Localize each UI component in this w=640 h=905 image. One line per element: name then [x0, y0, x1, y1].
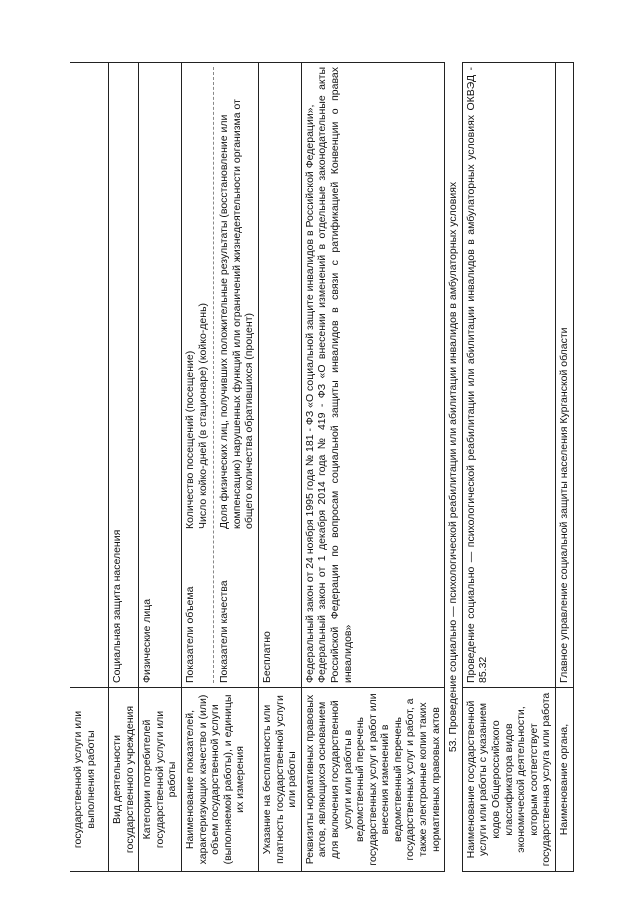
- services-table: [70, 62, 445, 872]
- row-label: Указание на бесплатность или платность государственной услуги или работы: [258, 688, 301, 872]
- table-row: [181, 63, 258, 872]
- section-title: 53. Проведение социально — психологической реабилитации или абилитации инвалидов в амбулаторных условиях: [447, 181, 460, 753]
- table-row: [139, 63, 182, 872]
- row-label: Категории потребителей государственной услуги или работы: [139, 688, 182, 872]
- divider: [213, 67, 214, 683]
- row-value: Физические лица: [139, 63, 182, 688]
- table-row: [109, 63, 139, 872]
- row-value: Проведение социально — психологической реабилитации или абилитации инвалидов в амбулаторных условиях ОКВЭД - 85.32: [462, 63, 555, 688]
- table-row: [258, 63, 301, 872]
- law-reference: Федеральный закон от 24 ноября 1995 года № 181 - ФЗ «О социальной защите инвалидов в Российской Федерации»,: [303, 104, 316, 683]
- row-value: Социальная защита населения: [109, 63, 139, 688]
- quality-key: Показатели качества: [218, 580, 231, 683]
- row-label: государственной услуги или выполнения работы: [70, 688, 109, 872]
- quality-value: Доля физических лиц, получивших положительные результаты (восстановление или компенсацию) нарушенных функций или ограничений жизнедеятельности организма от общего количества обратившихся (процент): [218, 99, 256, 529]
- table-row: [301, 63, 445, 872]
- row-value: [301, 63, 445, 688]
- quality-indicators: [218, 67, 256, 683]
- row-label: Реквизиты нормативных правовых актов, являющихся основанием для включения государственной услуги или работы в ведомственный перечень государственных услуг и работ или внесения изменений в ведомственный перечень государственных услуг и работ, а также электронные копии таких нормативных правовых актов: [301, 688, 445, 872]
- law-reference: Федеральный закон от 1 декабря 2014 года № 419 - ФЗ «О внесении изменений в отдельные законодательные акты Российской Федерации по вопросам социальной защиты инвалидов в связи с ратификацией Конвенции о правах инвалидов»: [316, 67, 354, 683]
- services-table-2: [462, 62, 574, 872]
- table-row: [70, 63, 109, 872]
- row-value: [181, 63, 258, 688]
- volume-values: [184, 67, 209, 529]
- row-value: Бесплатно: [258, 63, 301, 688]
- rotated-document: [70, 62, 610, 872]
- volume-key: Показатели объема: [183, 586, 196, 683]
- row-label: Наименование показателей, характеризующих качество и (или) объем государственной услуги (выполняемой работы), и единицы их измерения: [181, 688, 258, 872]
- volume-line: Количество посещений (посещение): [183, 350, 196, 529]
- row-label: Вид деятельности государственного учреждения: [109, 688, 139, 872]
- table-row: [462, 63, 555, 872]
- volume-line: Число койко-дней (в стационаре) (койко-день): [196, 302, 209, 529]
- row-value: [70, 63, 109, 688]
- row-label: Наименование государственной услуги или работы с указанием кодов Общероссийского классификатора видов экономической деятельности, которым соответствует государственная услуга или работа: [462, 688, 555, 872]
- volume-indicators: [184, 67, 209, 683]
- row-label: Наименование органа,: [556, 688, 574, 872]
- table-row: [556, 63, 574, 872]
- row-value: Главное управление социальной защиты населения Курганской области: [556, 63, 574, 688]
